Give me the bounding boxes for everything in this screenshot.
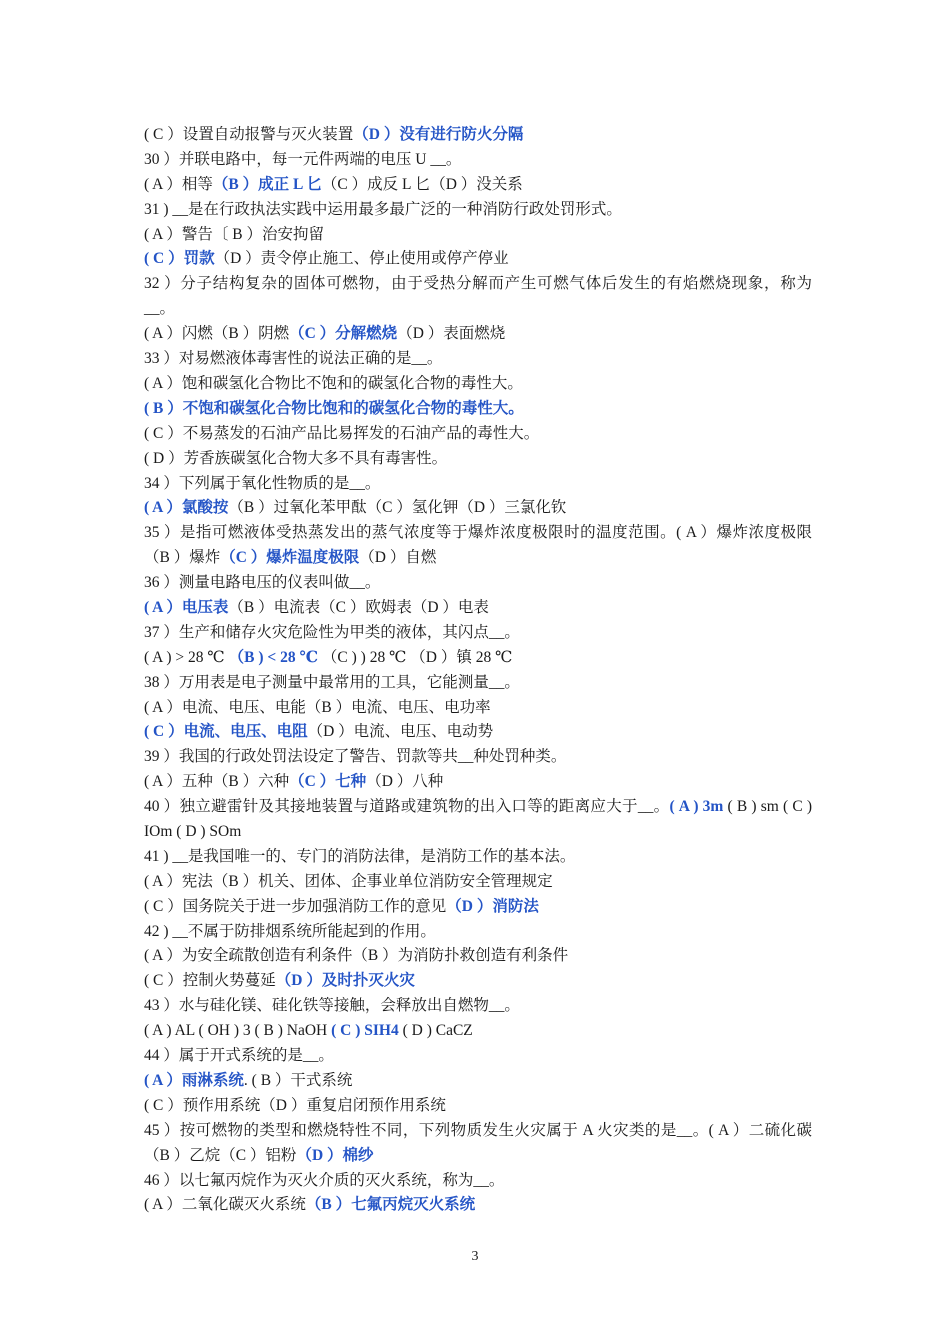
text-line	[144, 870, 812, 895]
text-line	[144, 1094, 812, 1119]
answer-text: ( A ）氯酸按	[144, 499, 229, 517]
text-line	[144, 472, 812, 497]
question-text: 37 ）生产和储存火灾危险性为甲类的液体，其闪点__。	[144, 623, 520, 641]
text-line	[144, 969, 812, 994]
text-line	[144, 944, 812, 969]
answer-text: ( C ）电流、电压、电阻	[144, 723, 308, 741]
text-line	[144, 920, 812, 945]
answer-text: ( B ）不饱和碳氢化合物比饱和的碳氢化合物的毒性大。	[144, 399, 524, 417]
text-line	[144, 745, 812, 770]
question-text: 35 ）是指可燃液体受热蒸发出的蒸气浓度等于爆炸浓度极限时的温度范围。( A ）爆炸浓度极限（B ）爆炸	[144, 524, 812, 567]
question-text: ( A ）宪法（B ）机关、团体、企事业单位消防安全管理规定	[144, 872, 553, 890]
question-text: ( A ）电流、电压、电能（B ）电流、电压、电功率	[144, 698, 491, 716]
question-text: 41 ) __是我国唯一的、专门的消防法律，是消防工作的基本法。	[144, 847, 576, 865]
question-text: 33 ）对易燃液体毒害性的说法正确的是__。	[144, 350, 443, 368]
text-line	[144, 596, 812, 621]
answer-text: （C ）爆炸温度极限	[220, 549, 360, 567]
question-text: 31 ) __是在行政执法实践中运用最多最广泛的一种消防行政处罚形式。	[144, 200, 622, 218]
question-text: （D ）表面燃烧	[397, 325, 506, 343]
text-line	[144, 173, 812, 198]
text-line	[144, 646, 812, 671]
text-line	[144, 223, 812, 248]
question-text: ( A ）二氧化碳灭火系统	[144, 1196, 306, 1214]
text-line	[144, 621, 812, 646]
question-text: （D ）自燃	[359, 549, 437, 567]
question-text: 36 ）测量电路电压的仪表叫做__。	[144, 574, 381, 592]
question-text: 32 ）分子结构复杂的固体可燃物，由于受热分解而产生可燃气体后发生的有焰燃烧现象，称为__。	[144, 275, 812, 318]
text-line	[144, 1069, 812, 1094]
question-text: （B ）过氧化苯甲酞（C ）氢化钾（D ）三氯化钦	[228, 499, 567, 517]
text-line	[144, 720, 812, 745]
text-line	[144, 148, 812, 173]
text-line	[144, 1119, 812, 1169]
question-text: （C ) ) 28 ℃ （D ）镇 28 ℃	[321, 648, 513, 666]
question-text: 30 ）并联电路中，每一元件两端的电压 U __。	[144, 150, 462, 168]
text-line	[144, 845, 812, 870]
question-text: ( C ）预作用系统（D ）重复启闭预作用系统	[144, 1096, 446, 1114]
question-text: ( A ）闪燃（B ）阴燃	[144, 325, 290, 343]
text-line	[144, 322, 812, 347]
text-line	[144, 571, 812, 596]
question-text: 46 ）以七氟丙烷作为灭火介质的灭火系统，称为__。	[144, 1171, 505, 1189]
answer-text: ( C ）罚款	[144, 250, 215, 268]
text-line	[144, 521, 812, 571]
text-line	[144, 422, 812, 447]
question-text: 44 ）属于开式系统的是__。	[144, 1047, 334, 1065]
text-line	[144, 247, 812, 272]
text-line	[144, 372, 812, 397]
question-text: ( A ）饱和碳氢化合物比不饱和的碳氢化合物的毒性大。	[144, 374, 523, 392]
question-text: 43 ）水与硅化镁、硅化铁等接触，会释放出自燃物__。	[144, 997, 520, 1015]
text-line	[144, 1193, 812, 1218]
text-line	[144, 347, 812, 372]
question-text: ( A ) > 28 ℃	[144, 648, 229, 666]
question-text: 40 ）独立避雷针及其接地装置与道路或建筑物的出入口等的距离应大于__。	[144, 798, 670, 816]
question-text: ( A ）相等	[144, 175, 213, 193]
answer-text: ( A ）雨淋系统	[144, 1071, 244, 1089]
answer-text: （D ）消防法	[446, 897, 539, 915]
question-text: （C ）成反 L 匕（D ）没关系	[321, 175, 523, 193]
answer-text: （D ）没有进行防火分隔	[353, 126, 524, 143]
answer-text: （B ）七氟丙烷灭火系统	[305, 1196, 476, 1214]
question-text: ( A ）警告〔 B ）治安拘留	[144, 225, 324, 243]
text-line	[144, 1169, 812, 1194]
answer-text: （C ）分解燃烧	[289, 325, 398, 343]
question-text: 39 ）我国的行政处罚法设定了警告、罚款等共__种处罚种类。	[144, 748, 567, 766]
text-line	[144, 198, 812, 223]
answer-text: （D ）及时扑灭火灾	[275, 972, 415, 990]
text-line	[144, 895, 812, 920]
answer-text: （B ）成正 L 匕	[212, 175, 322, 193]
question-text: ( A ）为安全疏散创造有利条件（B ）为消防扑救创造有利条件	[144, 947, 569, 965]
question-text: 38 ）万用表是电子测量中最常用的工具，它能测量__。	[144, 673, 520, 691]
question-text: 34 ）下列属于氧化性物质的是__。	[144, 474, 381, 492]
question-list	[144, 123, 812, 1218]
answer-text: （D ）棉纱	[296, 1146, 374, 1164]
text-line	[144, 123, 812, 148]
question-text: ( C ）设置自动报警与灭火装置	[144, 126, 354, 143]
question-text: ( D ) CaCZ	[398, 1022, 473, 1040]
question-text: （D ）八种	[366, 773, 444, 791]
question-text: ( A ) AL ( OH ) 3 ( B ) NaOH	[144, 1022, 332, 1040]
question-text: ( D ）芳香族碳氢化合物大多不具有毒害性。	[144, 449, 448, 467]
text-line	[144, 770, 812, 795]
text-line	[144, 671, 812, 696]
question-text: 45 ）按可燃物的类型和燃烧特性不同，下列物质发生火灾属于 A 火灾类的是__。( A ）二硫化碳（B ）乙烷（C ）铝粉	[144, 1121, 812, 1164]
question-text: ( C ）国务院关于进一步加强消防工作的意见	[144, 897, 447, 915]
text-line	[144, 795, 812, 845]
question-text: 42 ) __不属于防排烟系统所能起到的作用。	[144, 922, 436, 940]
text-line	[144, 1044, 812, 1069]
question-text: ( C ）控制火势蔓延	[144, 972, 276, 990]
question-text: . ( B ）干式系统	[243, 1071, 353, 1089]
text-line	[144, 1019, 812, 1044]
question-text: ( B ) sm ( C ) IOm ( D ) SOm	[144, 798, 812, 841]
question-text: ( A ）五种（B ）六种	[144, 773, 290, 791]
text-line	[144, 994, 812, 1019]
question-text: ( C ）不易蒸发的石油产品比易挥发的石油产品的毒性大。	[144, 424, 540, 442]
question-text: （D ）责令停止施工、停止使用或停产停业	[214, 250, 509, 268]
answer-text: （C ）七种	[289, 773, 367, 791]
answer-text: ( A ）电压表	[144, 598, 229, 616]
answer-text: ( C ) SIH4	[331, 1022, 399, 1040]
text-line	[144, 272, 812, 322]
page-number: 3	[471, 1249, 479, 1264]
text-line	[144, 696, 812, 721]
answer-text: （B ) < 28 ℃	[228, 648, 322, 666]
text-line	[144, 397, 812, 422]
question-text: （D ）电流、电压、电动势	[307, 723, 494, 741]
question-text: （B ）电流表（C ）欧姆表（D ）电表	[228, 598, 489, 616]
text-line	[144, 496, 812, 521]
answer-text: ( A ) 3m	[669, 798, 724, 816]
text-line	[144, 447, 812, 472]
